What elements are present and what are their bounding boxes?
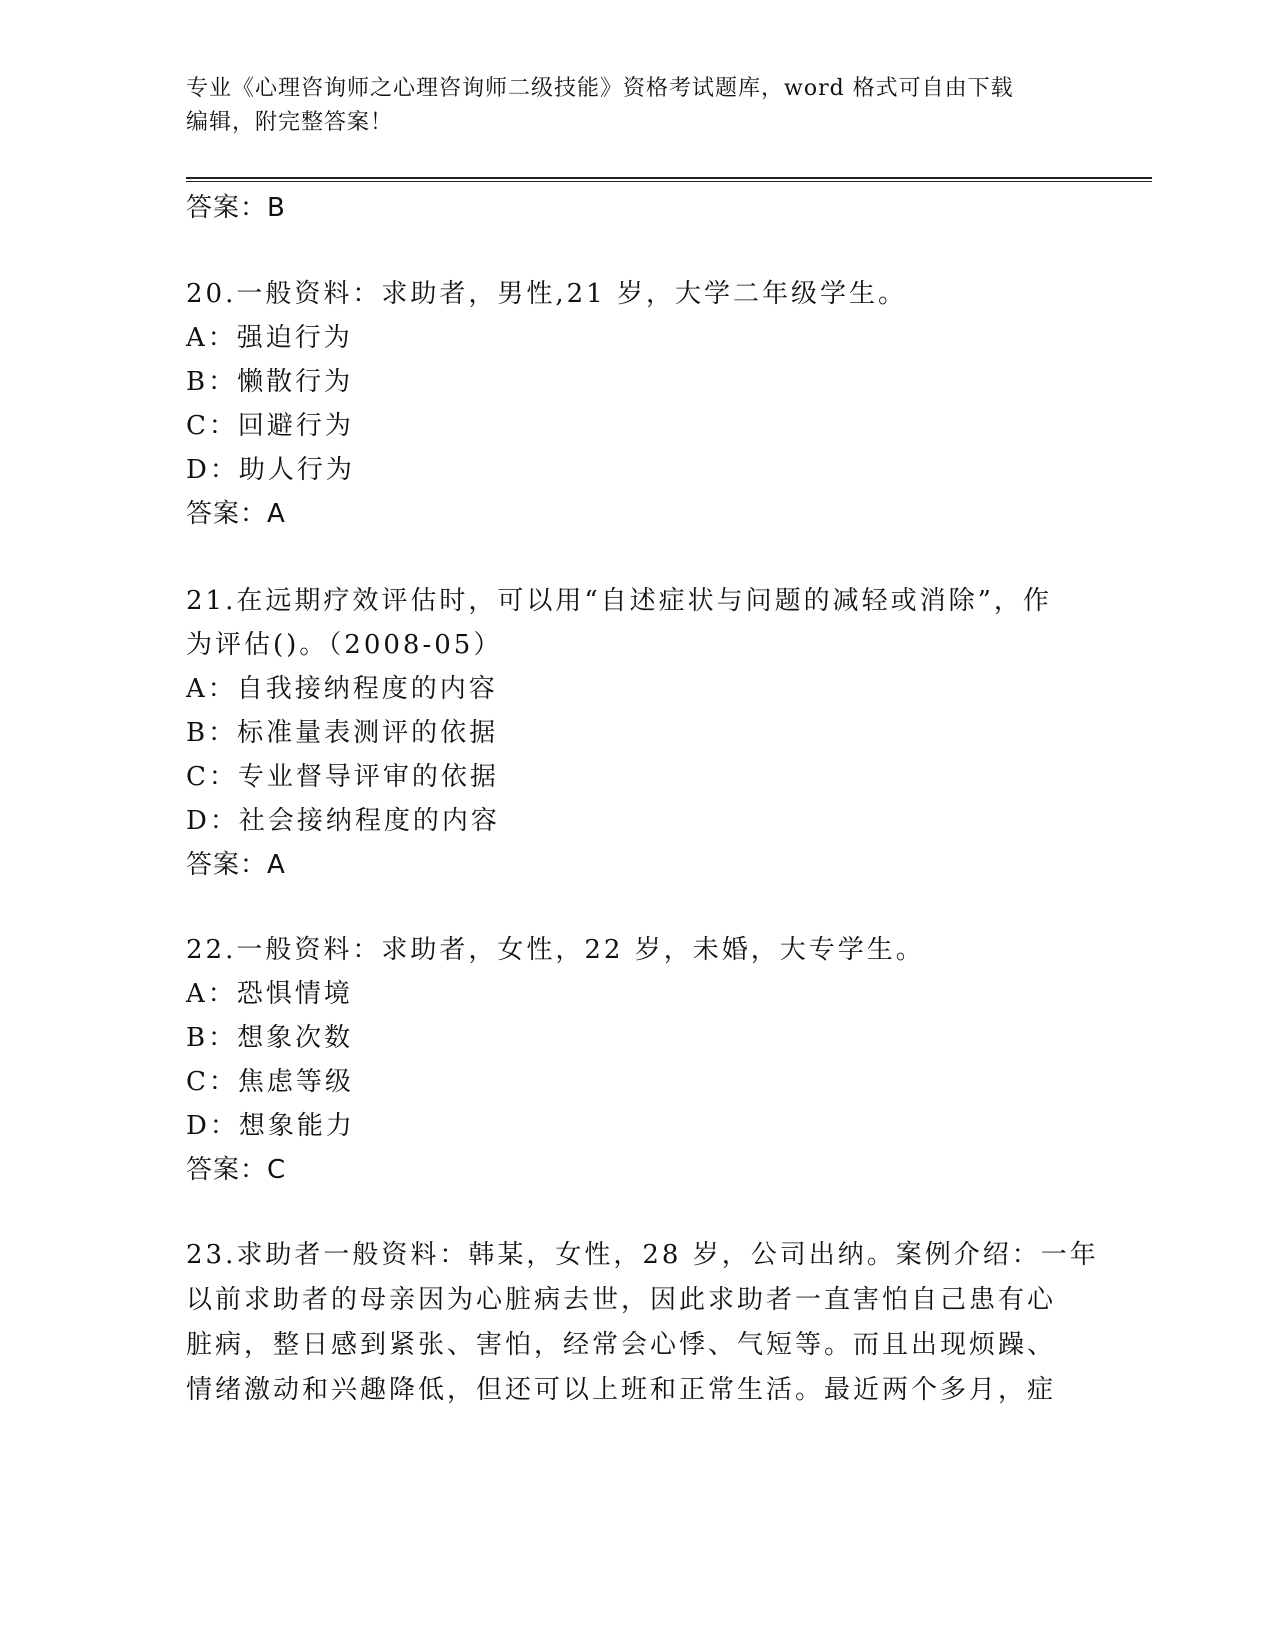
question-20-answer: 答案：A bbox=[186, 499, 286, 529]
question-20-option-d: D：助人行为 bbox=[186, 455, 355, 485]
header-line-1: 专业《心理咨询师之心理咨询师二级技能》资格考试题库，word 格式可自由下载 bbox=[186, 76, 1014, 101]
question-21-stem-line-1: 21.在远期疗效评估时，可以用“自述症状与问题的减轻或消除”，作 bbox=[186, 586, 1052, 616]
header-divider bbox=[186, 177, 1152, 182]
question-21-option-b: B：标准量表测评的依据 bbox=[186, 718, 499, 748]
question-22-option-d: D：想象能力 bbox=[186, 1111, 355, 1141]
question-21-option-c: C：专业督导评审的依据 bbox=[186, 762, 499, 792]
question-21-answer: 答案：A bbox=[186, 850, 286, 880]
question-20-option-c: C：回避行为 bbox=[186, 411, 354, 441]
document-header bbox=[186, 72, 1086, 140]
question-23-stem-line-4: 情绪激动和兴趣降低，但还可以上班和正常生活。最近两个多月，症 bbox=[186, 1375, 1057, 1405]
question-23-stem-line-3: 脏病，整日感到紧张、害怕，经常会心悸、气短等。而且出现烦躁、 bbox=[186, 1330, 1057, 1360]
question-21-stem-line-2: 为评估()。（2008-05） bbox=[186, 630, 503, 660]
question-21-option-d: D：社会接纳程度的内容 bbox=[186, 806, 500, 836]
question-22-option-c: C：焦虑等级 bbox=[186, 1067, 354, 1097]
question-22-option-b: B：想象次数 bbox=[186, 1023, 354, 1053]
question-20-option-b: B：懒散行为 bbox=[186, 367, 354, 397]
question-22-option-a: A：恐惧情境 bbox=[186, 979, 353, 1009]
question-23-stem-line-1: 23.求助者一般资料：韩某，女性，28 岁，公司出纳。案例介绍：一年 bbox=[186, 1240, 1099, 1270]
question-22-answer: 答案：C bbox=[186, 1155, 287, 1185]
question-21-option-a: A：自我接纳程度的内容 bbox=[186, 674, 498, 704]
question-23-stem-line-2: 以前求助者的母亲因为心脏病去世，因此求助者一直害怕自己患有心 bbox=[186, 1285, 1057, 1315]
previous-answer: 答案：B bbox=[186, 193, 286, 223]
question-20-option-a: A：强迫行为 bbox=[186, 323, 353, 353]
question-20-stem: 20.一般资料：求助者，男性,21 岁，大学二年级学生。 bbox=[186, 279, 907, 309]
header-line-2: 编辑，附完整答案！ bbox=[186, 110, 394, 135]
question-22-stem: 22.一般资料：求助者，女性，22 岁，未婚，大专学生。 bbox=[186, 935, 925, 965]
